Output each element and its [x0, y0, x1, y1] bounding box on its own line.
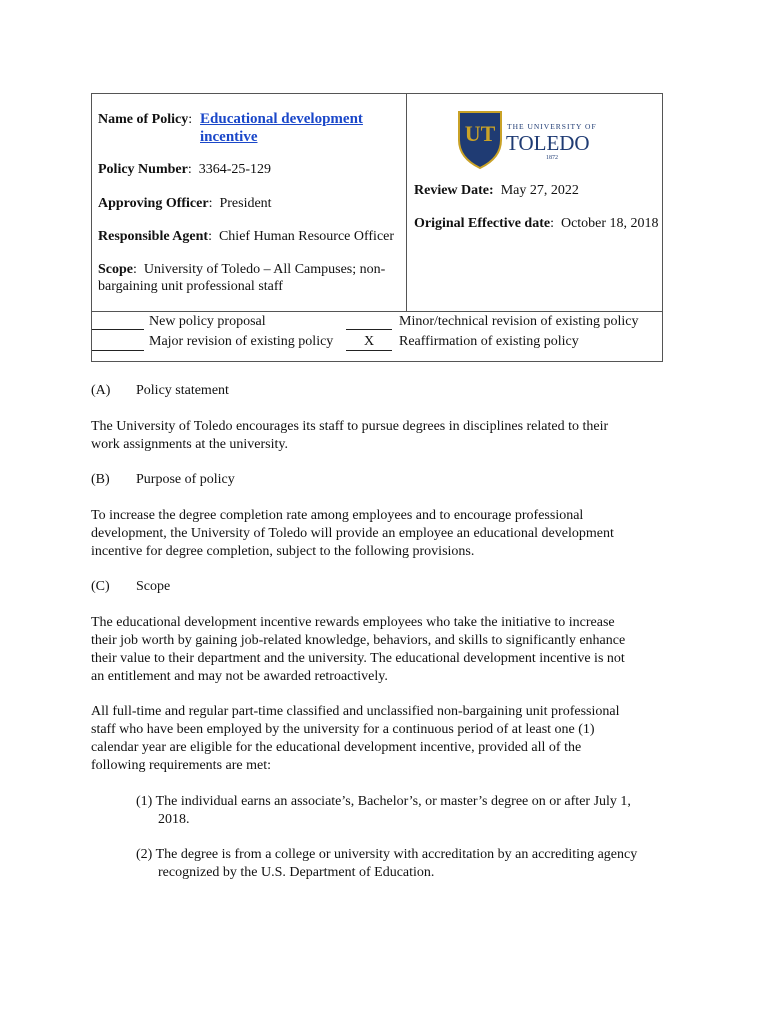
original-effective-label: Original Effective date	[414, 216, 551, 231]
section-c-line: an entitlement and may not be awarded retroactively.	[91, 669, 388, 684]
scope-row-cont	[98, 278, 283, 295]
logo-line2: TOLEDO	[506, 131, 590, 155]
section-c-line: their value to their department and the university. The educational development incentive is not	[91, 651, 625, 666]
approving-officer-row: Approving Officer: President	[98, 196, 272, 211]
major-revision-blank	[92, 350, 144, 351]
scope-label: Scope	[98, 262, 133, 277]
responsible-agent-row: Responsible Agent: Chief Human Resource Officer	[98, 229, 395, 244]
section-c-heading	[91, 578, 170, 596]
policy-name-label: Name of Policy	[98, 112, 189, 127]
reaffirmation-mark	[364, 333, 374, 350]
policy-name-row: Name of Policy:	[98, 112, 193, 127]
scope-row: Scope: University of Toledo – All Campuses; non-	[98, 262, 386, 277]
section-b-text	[91, 507, 661, 561]
section-a-heading	[91, 382, 229, 400]
reaffirmation-option	[399, 333, 579, 350]
new-policy-option	[149, 313, 266, 330]
section-c-number: (C)	[91, 579, 110, 594]
section-c-line: following requirements are met:	[91, 758, 271, 773]
requirement-line: 2018.	[158, 812, 190, 827]
section-a-line: work assignments at the university.	[91, 437, 289, 452]
original-effective-value: October 18, 2018	[560, 216, 659, 231]
section-b-number: (B)	[91, 472, 110, 487]
requirement-line: (2) The degree is from a college or university with accreditation by an accrediting agency	[136, 847, 638, 862]
review-date-row	[414, 182, 579, 199]
section-a-number: (A)	[91, 383, 111, 398]
approving-officer-value: President	[219, 196, 272, 211]
section-a-line: The University of Toledo encourages its staff to pursue degrees in disciplines related to their	[91, 419, 609, 434]
new-policy-blank	[92, 329, 144, 330]
section-b-line: incentive for degree completion, subject to the following provisions.	[91, 544, 475, 559]
policy-number-label: Policy Number	[98, 162, 188, 177]
policy-name-link-cont[interactable]	[200, 129, 258, 146]
original-effective-row: Original Effective date: October 18, 2018	[414, 216, 659, 231]
responsible-agent-value: Chief Human Resource Officer	[218, 229, 395, 244]
requirement-line: recognized by the U.S. Department of Education.	[158, 865, 435, 880]
section-a-title: Policy statement	[136, 383, 229, 398]
reaffirmation-x: X	[364, 334, 375, 349]
minor-revision-option	[399, 313, 639, 330]
approving-officer-label: Approving Officer	[98, 196, 209, 211]
requirement-item-1	[136, 793, 698, 829]
section-c-paragraph-2	[91, 703, 661, 775]
reaffirmation-blank	[346, 350, 392, 351]
logo-year: 1872	[546, 155, 558, 161]
policy-number-row: Policy Number: 3364-25-129	[98, 162, 272, 177]
section-c-line: staff who have been employed by the university for a continuous period of at least one (1)	[91, 722, 595, 737]
major-revision-label: Major revision of existing policy	[149, 334, 334, 349]
policy-number-value: 3364-25-129	[198, 162, 272, 177]
minor-revision-blank	[346, 329, 392, 330]
policy-name-line1[interactable]: Educational development	[200, 111, 363, 127]
responsible-agent-label: Responsible Agent	[98, 229, 209, 244]
policy-name-line2[interactable]: incentive	[200, 129, 258, 145]
review-date-label: Review Date:	[414, 183, 494, 198]
scope-value-line2: bargaining unit professional staff	[98, 279, 283, 294]
section-c-line: calendar year are eligible for the educational development incentive, provided all of the	[91, 740, 582, 755]
section-b-title: Purpose of policy	[136, 472, 235, 487]
section-b-line: To increase the degree completion rate among employees and to encourage professional	[91, 508, 584, 523]
logo-initials: UT	[464, 121, 496, 146]
requirement-line: (1) The individual earns an associate’s, Bachelor’s, or master’s degree on or after July 1,	[136, 794, 631, 809]
policy-name-link[interactable]	[200, 111, 363, 128]
requirement-item-2	[136, 846, 698, 882]
major-revision-option	[149, 333, 333, 350]
minor-revision-label: Minor/technical revision of existing policy	[399, 314, 639, 329]
section-a-text	[91, 418, 661, 454]
section-c-line: their job worth by gaining job-related knowledge, behaviors, and skills to significantly enhance	[91, 633, 626, 648]
review-date-value: May 27, 2022	[500, 183, 579, 198]
scope-value-line1: University of Toledo – All Campuses; non-	[143, 262, 386, 277]
logo-line1: THE UNIVERSITY OF	[507, 122, 597, 131]
section-c-line: All full-time and regular part-time classified and unclassified non-bargaining unit professional	[91, 704, 620, 719]
reaffirmation-label: Reaffirmation of existing policy	[399, 334, 579, 349]
header-column-divider	[406, 93, 407, 311]
section-c-paragraph-1	[91, 614, 661, 686]
header-row-divider	[91, 311, 663, 312]
section-b-line: development, the University of Toledo will provide an employee an educational development	[91, 526, 614, 541]
new-policy-label: New policy proposal	[149, 314, 266, 329]
section-c-title: Scope	[136, 579, 171, 594]
university-of-toledo-logo	[456, 110, 606, 170]
section-b-heading	[91, 471, 235, 489]
section-c-line: The educational development incentive rewards employees who take the initiative to increase	[91, 615, 615, 630]
